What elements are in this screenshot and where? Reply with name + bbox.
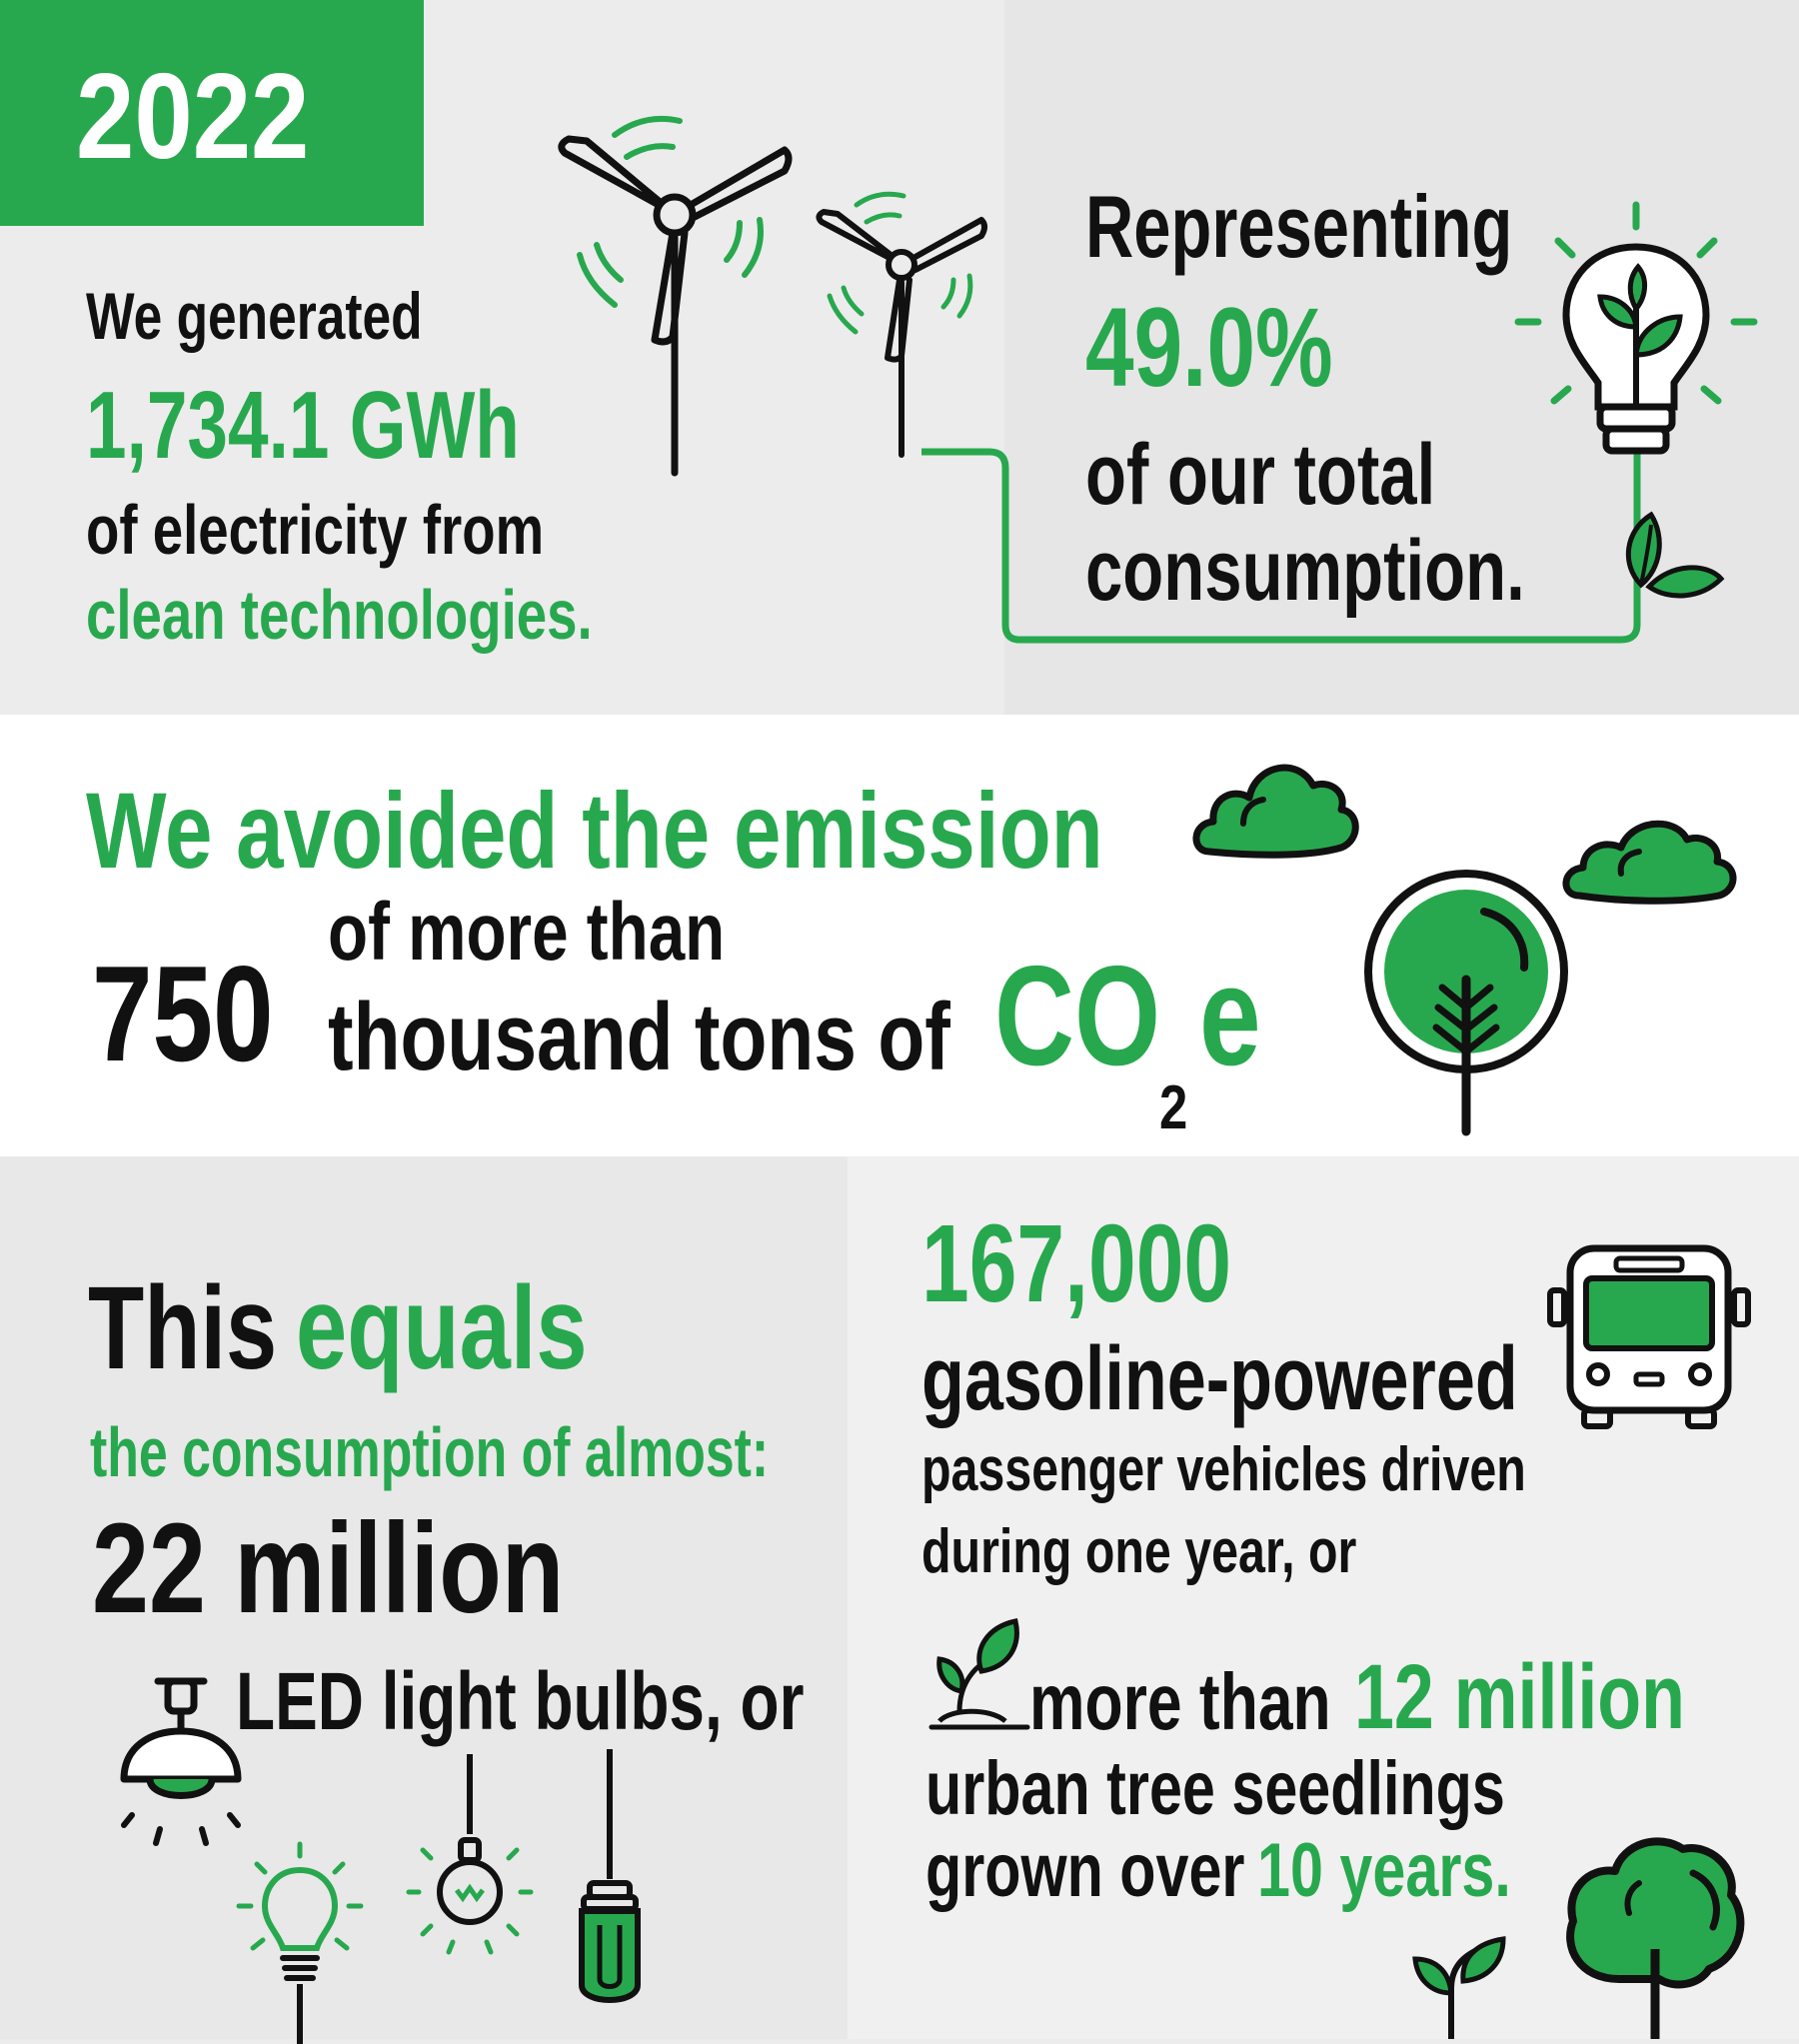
equals-this: This	[88, 1262, 278, 1394]
share-line3: of our total	[1085, 427, 1436, 523]
vehicles-line4: during one year, or	[921, 1517, 1357, 1586]
trees-line3-amount: 10 years.	[1257, 1828, 1511, 1913]
seedling-icon	[1391, 1929, 1511, 2039]
trees-amount: 12 million	[1354, 1646, 1685, 1748]
equals-consumption: the consumption of almost:	[90, 1413, 770, 1491]
emission-co: CO	[994, 937, 1161, 1095]
equals-amount: 22 million	[92, 1497, 565, 1640]
share-line4: consumption.	[1085, 523, 1525, 619]
leaf-icon	[1611, 505, 1731, 605]
generation-line1: We generated	[86, 279, 423, 353]
tree-icon	[1559, 1829, 1749, 2039]
light-bulb-icon	[570, 1749, 650, 2009]
ceiling-lamp-icon	[110, 1669, 260, 1859]
vehicles-line2: gasoline-powered	[921, 1329, 1518, 1429]
light-bulb-icon	[405, 1754, 535, 2004]
equals-word: equals	[296, 1262, 588, 1394]
bus-icon	[1544, 1244, 1754, 1429]
generation-amount: 1,734.1 GWh	[86, 372, 520, 479]
year-badge-text: 2022	[76, 48, 310, 184]
tree-icon	[1354, 870, 1579, 1134]
emission-line-a: of more than	[328, 887, 726, 978]
emission-heading: We avoided the emission	[86, 770, 1103, 891]
equals-unit: LED light bulbs, or	[236, 1656, 805, 1747]
emission-subscript: 2	[1159, 1073, 1188, 1142]
emission-e: e	[1199, 937, 1261, 1095]
generation-line3: of electricity from	[86, 491, 545, 569]
sprout-icon	[929, 1619, 1029, 1734]
emission-number: 750	[92, 938, 274, 1089]
light-bulb-icon	[235, 1844, 365, 2044]
vehicles-line3: passenger vehicles driven	[921, 1435, 1526, 1504]
trees-line2: urban tree seedlings	[925, 1746, 1505, 1831]
vehicles-number: 167,000	[921, 1202, 1232, 1325]
emission-line-b: thousand tons of	[328, 984, 950, 1090]
trees-line3-prefix: grown over	[925, 1828, 1245, 1913]
lightbulb-leaf-icon	[1514, 205, 1759, 475]
trees-prefix: more than	[1029, 1657, 1331, 1746]
share-percent: 49.0%	[1085, 285, 1333, 410]
generation-line4: clean technologies.	[86, 576, 593, 654]
share-line1: Representing	[1085, 177, 1513, 276]
cloud-icon	[1559, 812, 1739, 912]
cloud-icon	[1189, 752, 1359, 867]
